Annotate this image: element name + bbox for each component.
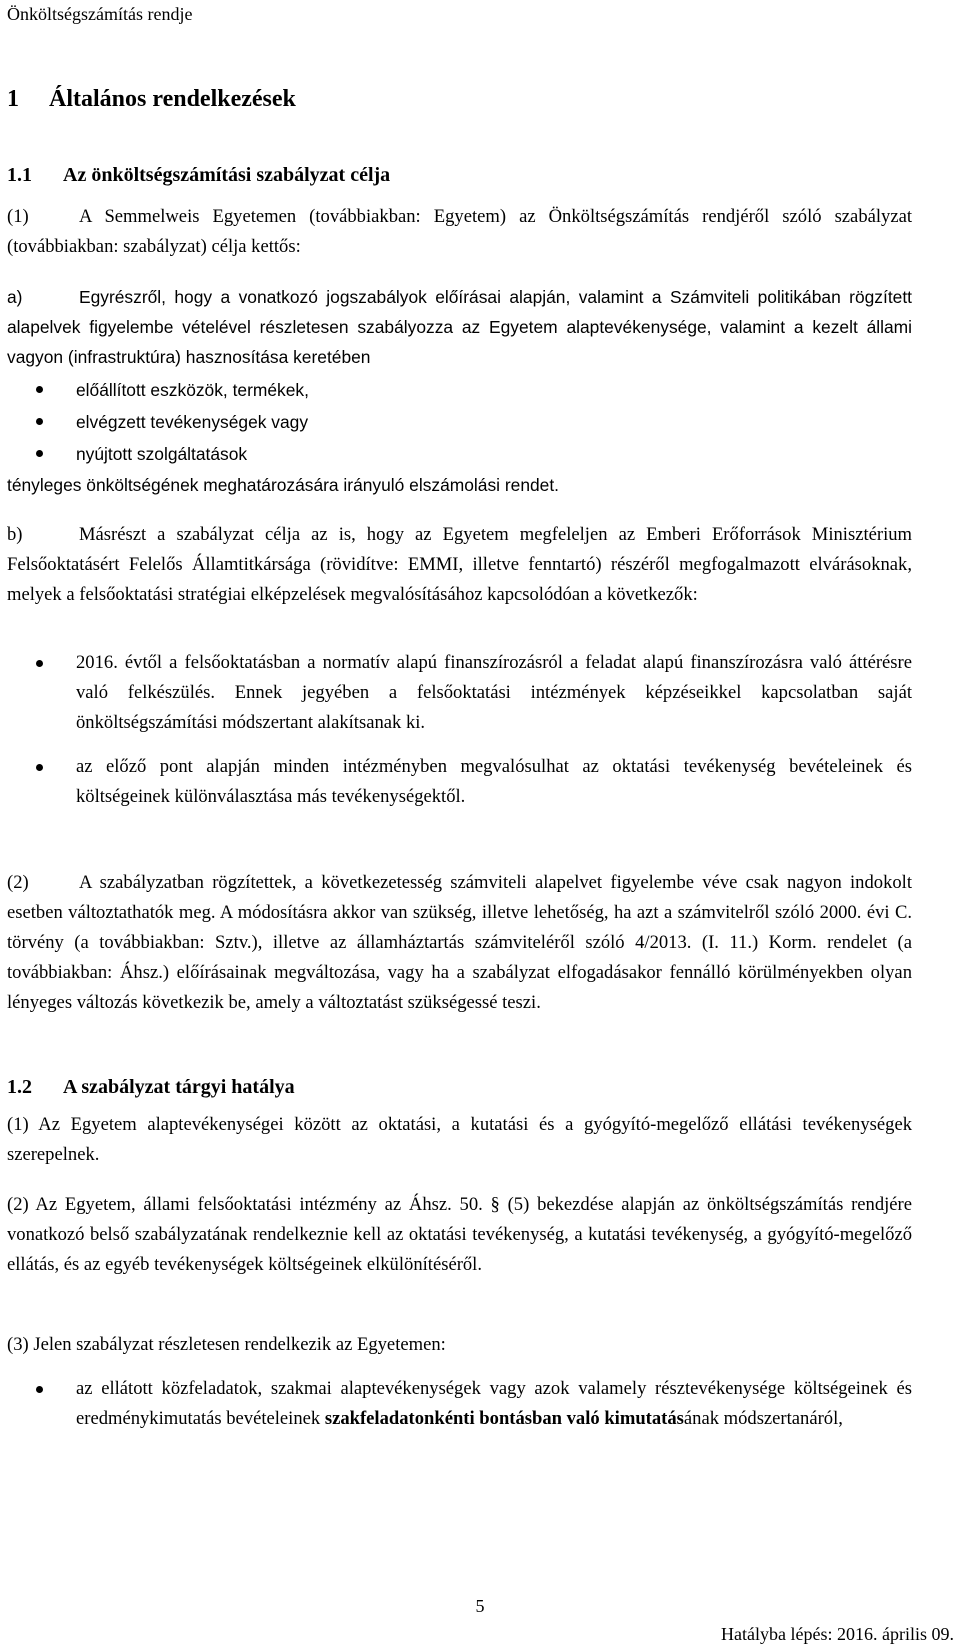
paragraph-number: (1)	[7, 206, 29, 227]
list-item: előállított eszközök, termékek,	[36, 374, 912, 406]
point-a	[7, 282, 912, 372]
paragraph-2	[7, 868, 912, 1018]
list-item	[36, 1374, 912, 1434]
point-label: a)	[7, 287, 23, 307]
section-title: A szabályzat tárgyi hatálya	[63, 1076, 295, 1098]
point-b	[7, 520, 912, 610]
page-number: 5	[475, 1596, 485, 1616]
effective-date: Hatályba lépés: 2016. április 09.	[721, 1624, 954, 1644]
scope-paragraph-3: (3) Jelen szabályzat részletesen rendelkezik az Egyetemen:	[7, 1334, 446, 1355]
paragraph-number: (2)	[7, 872, 29, 893]
section-1-2-heading	[7, 1076, 295, 1099]
scope-list	[36, 1374, 912, 1434]
scope-paragraph-2: (2) Az Egyetem, állami felsőoktatási intézmény az Áhsz. 50. § (5) bekezdése alapján az önköltségszámítás rendjére vonatkozó belső szabályzatának rendelkeznie kell az oktatási tevékenység, a kutatási tevékenység, a gyógyító-megelőző ellátás, és az egyéb tevékenységek költségeinek elkülönítéséről.	[7, 1194, 912, 1275]
section-1-1-heading	[7, 164, 390, 187]
list-item: az előző pont alapján minden intézményben megvalósulhat az oktatási tevékenység bevételeinek és költségeinek különválasztása más tevékenységektől.	[36, 752, 912, 812]
section-number: 1	[7, 86, 19, 112]
list-item: elvégzett tevékenységek vagy	[36, 406, 912, 438]
section-1-heading	[7, 86, 296, 113]
list-item: 2016. évtől a felsőoktatásban a normatív alapú finanszírozásról a feladat alapú finanszírozásra való áttérésre való felkészülés. Ennek jegyében a felsőoktatási intézmények képzéseikkel kapcsolatban saját önköltségszámítási módszertant alakítsanak ki.	[36, 648, 912, 738]
scope-paragraph-1: (1) Az Egyetem alaptevékenységei között az oktatási, a kutatási és a gyógyító-megelőző ellátási tevékenységek szerepelnek.	[7, 1114, 912, 1165]
section-number: 1.2	[7, 1076, 32, 1098]
point-label: b)	[7, 524, 23, 545]
list-item-text: az ellátott közfeladatok, szakmai alaptevékenységek vagy azok valamely résztevékenysége költségeinek és eredménykimutatás bevételeinek	[76, 1378, 912, 1429]
section-title: Általános rendelkezések	[49, 86, 296, 112]
section-number: 1.1	[7, 164, 32, 186]
list-item-emphasis: szakfeladatonkénti bontásban való kimutatás	[324, 1408, 684, 1429]
paragraph-text: A szabályzatban rögzítettek, a következetesség számviteli alapelvet figyelembe véve csak nagyon indokolt esetben változtathatók meg. A módosításra akkor van szükség, illetve lehetőség, ha azt a számvitelről szóló 2000. évi C. törvény (a továbbiakban: Sztv.), illetve az államháztartás számviteléről szóló 4/2013. (I. 11.) Korm. rendelet (a továbbiakban: Áhsz.) előírásainak megváltozása, vagy ha a szabályzat elfogadásakor fennálló körülményekben olyan lényeges változás következik be, amely a változtatást szükségessé teszi.	[7, 872, 912, 1013]
section-title: Az önköltségszámítási szabályzat célja	[63, 164, 391, 186]
point-a-list	[36, 374, 912, 470]
point-text: Másrészt a szabályzat célja az is, hogy az Egyetem megfeleljen az Emberi Erőforrások Minisztérium Felsőoktatásért Felelős Államtitkársága (rövidítve: EMMI, illetve fenntartó) részéről megfogalmazott elvárásoknak, melyek a felsőoktatási stratégiai elképzelések megvalósításához kapcsolódóan a következők:	[7, 524, 912, 605]
paragraph-1	[7, 202, 912, 262]
point-b-list	[36, 648, 912, 812]
point-text: Egyrészről, hogy a vonatkozó jogszabályok előírásai alapján, valamint a Számviteli politikában rögzített alapelvek figyelembe vételével részletesen szabályozza az Egyetem alaptevékenysége, valamint a kezelt állami vagyon (infrastruktúra) hasznosítása keretében	[7, 287, 912, 367]
running-header: Önköltségszámítás rendje	[7, 4, 193, 24]
paragraph-text: A Semmelweis Egyetemen (továbbiakban: Egyetem) az Önköltségszámítás rendjéről szóló szabályzat (továbbiakban: szabályzat) célja kettős:	[7, 206, 912, 257]
list-item-text-end: ának módszertanáról,	[683, 1408, 843, 1429]
list-item: nyújtott szolgáltatások	[36, 438, 912, 470]
point-a-conclusion: tényleges önköltségének meghatározására irányuló elszámolási rendet.	[7, 475, 559, 495]
